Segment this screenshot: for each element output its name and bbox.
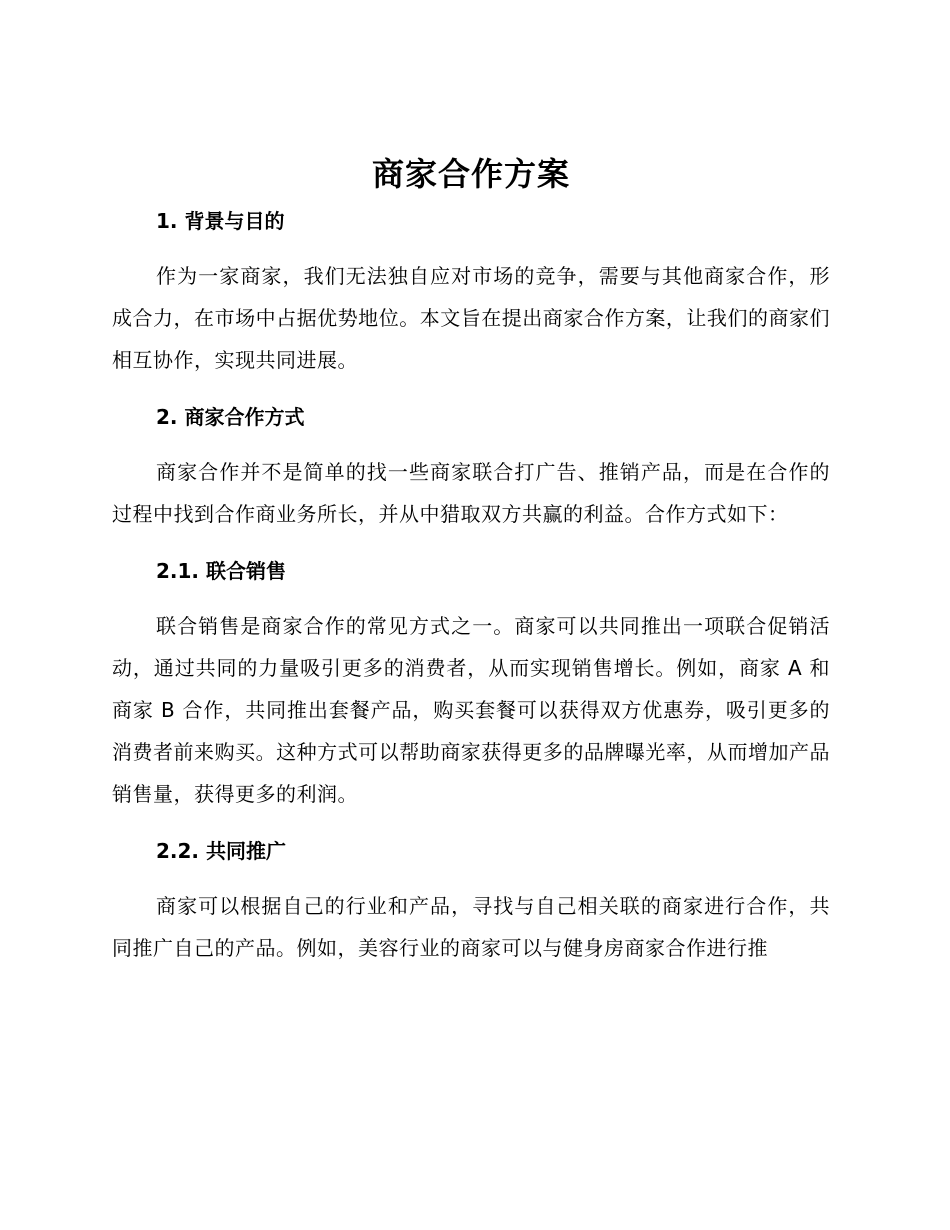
section-heading-joint-sales: 2.1. 联合销售 [156,559,286,583]
paragraph-joint-promotion: 商家可以根据自己的行业和产品，寻找与自己相关联的商家进行合作，共同推广自己的产品。例如，美容行业的商家可以与健身房商家合作进行推 [112,894,830,960]
section-heading-cooperation-methods: 2. 商家合作方式 [156,405,305,429]
document-page [112,148,830,969]
document-title: 商家合作方案 [371,155,570,193]
paragraph-background: 作为一家商家，我们无法独自应对市场的竞争，需要与其他商家合作，形成合力，在市场中占据优势地位。本文旨在提出商家合作方案，让我们的商家们相互协作，实现共同进展。 [112,264,830,372]
section-heading-background: 1. 背景与目的 [156,209,285,233]
section-heading-joint-promotion: 2.2. 共同推广 [156,839,286,863]
paragraph-cooperation-methods: 商家合作并不是简单的找一些商家联合打广告、推销产品，而是在合作的过程中找到合作商业务所长，并从中猎取双方共赢的利益。合作方式如下： [112,460,830,526]
paragraph-joint-sales: 联合销售是商家合作的常见方式之一。商家可以共同推出一项联合促销活动，通过共同的力量吸引更多的消费者，从而实现销售增长。例如，商家 A 和商家 B 合作，共同推出套餐产品，购买套餐可以获得双方优惠券，吸引更多的消费者前来购买。这种方式可以帮助商家获得更多的品牌曝光率，从而增加产品销售量，获得更多的利润。 [112,614,830,806]
